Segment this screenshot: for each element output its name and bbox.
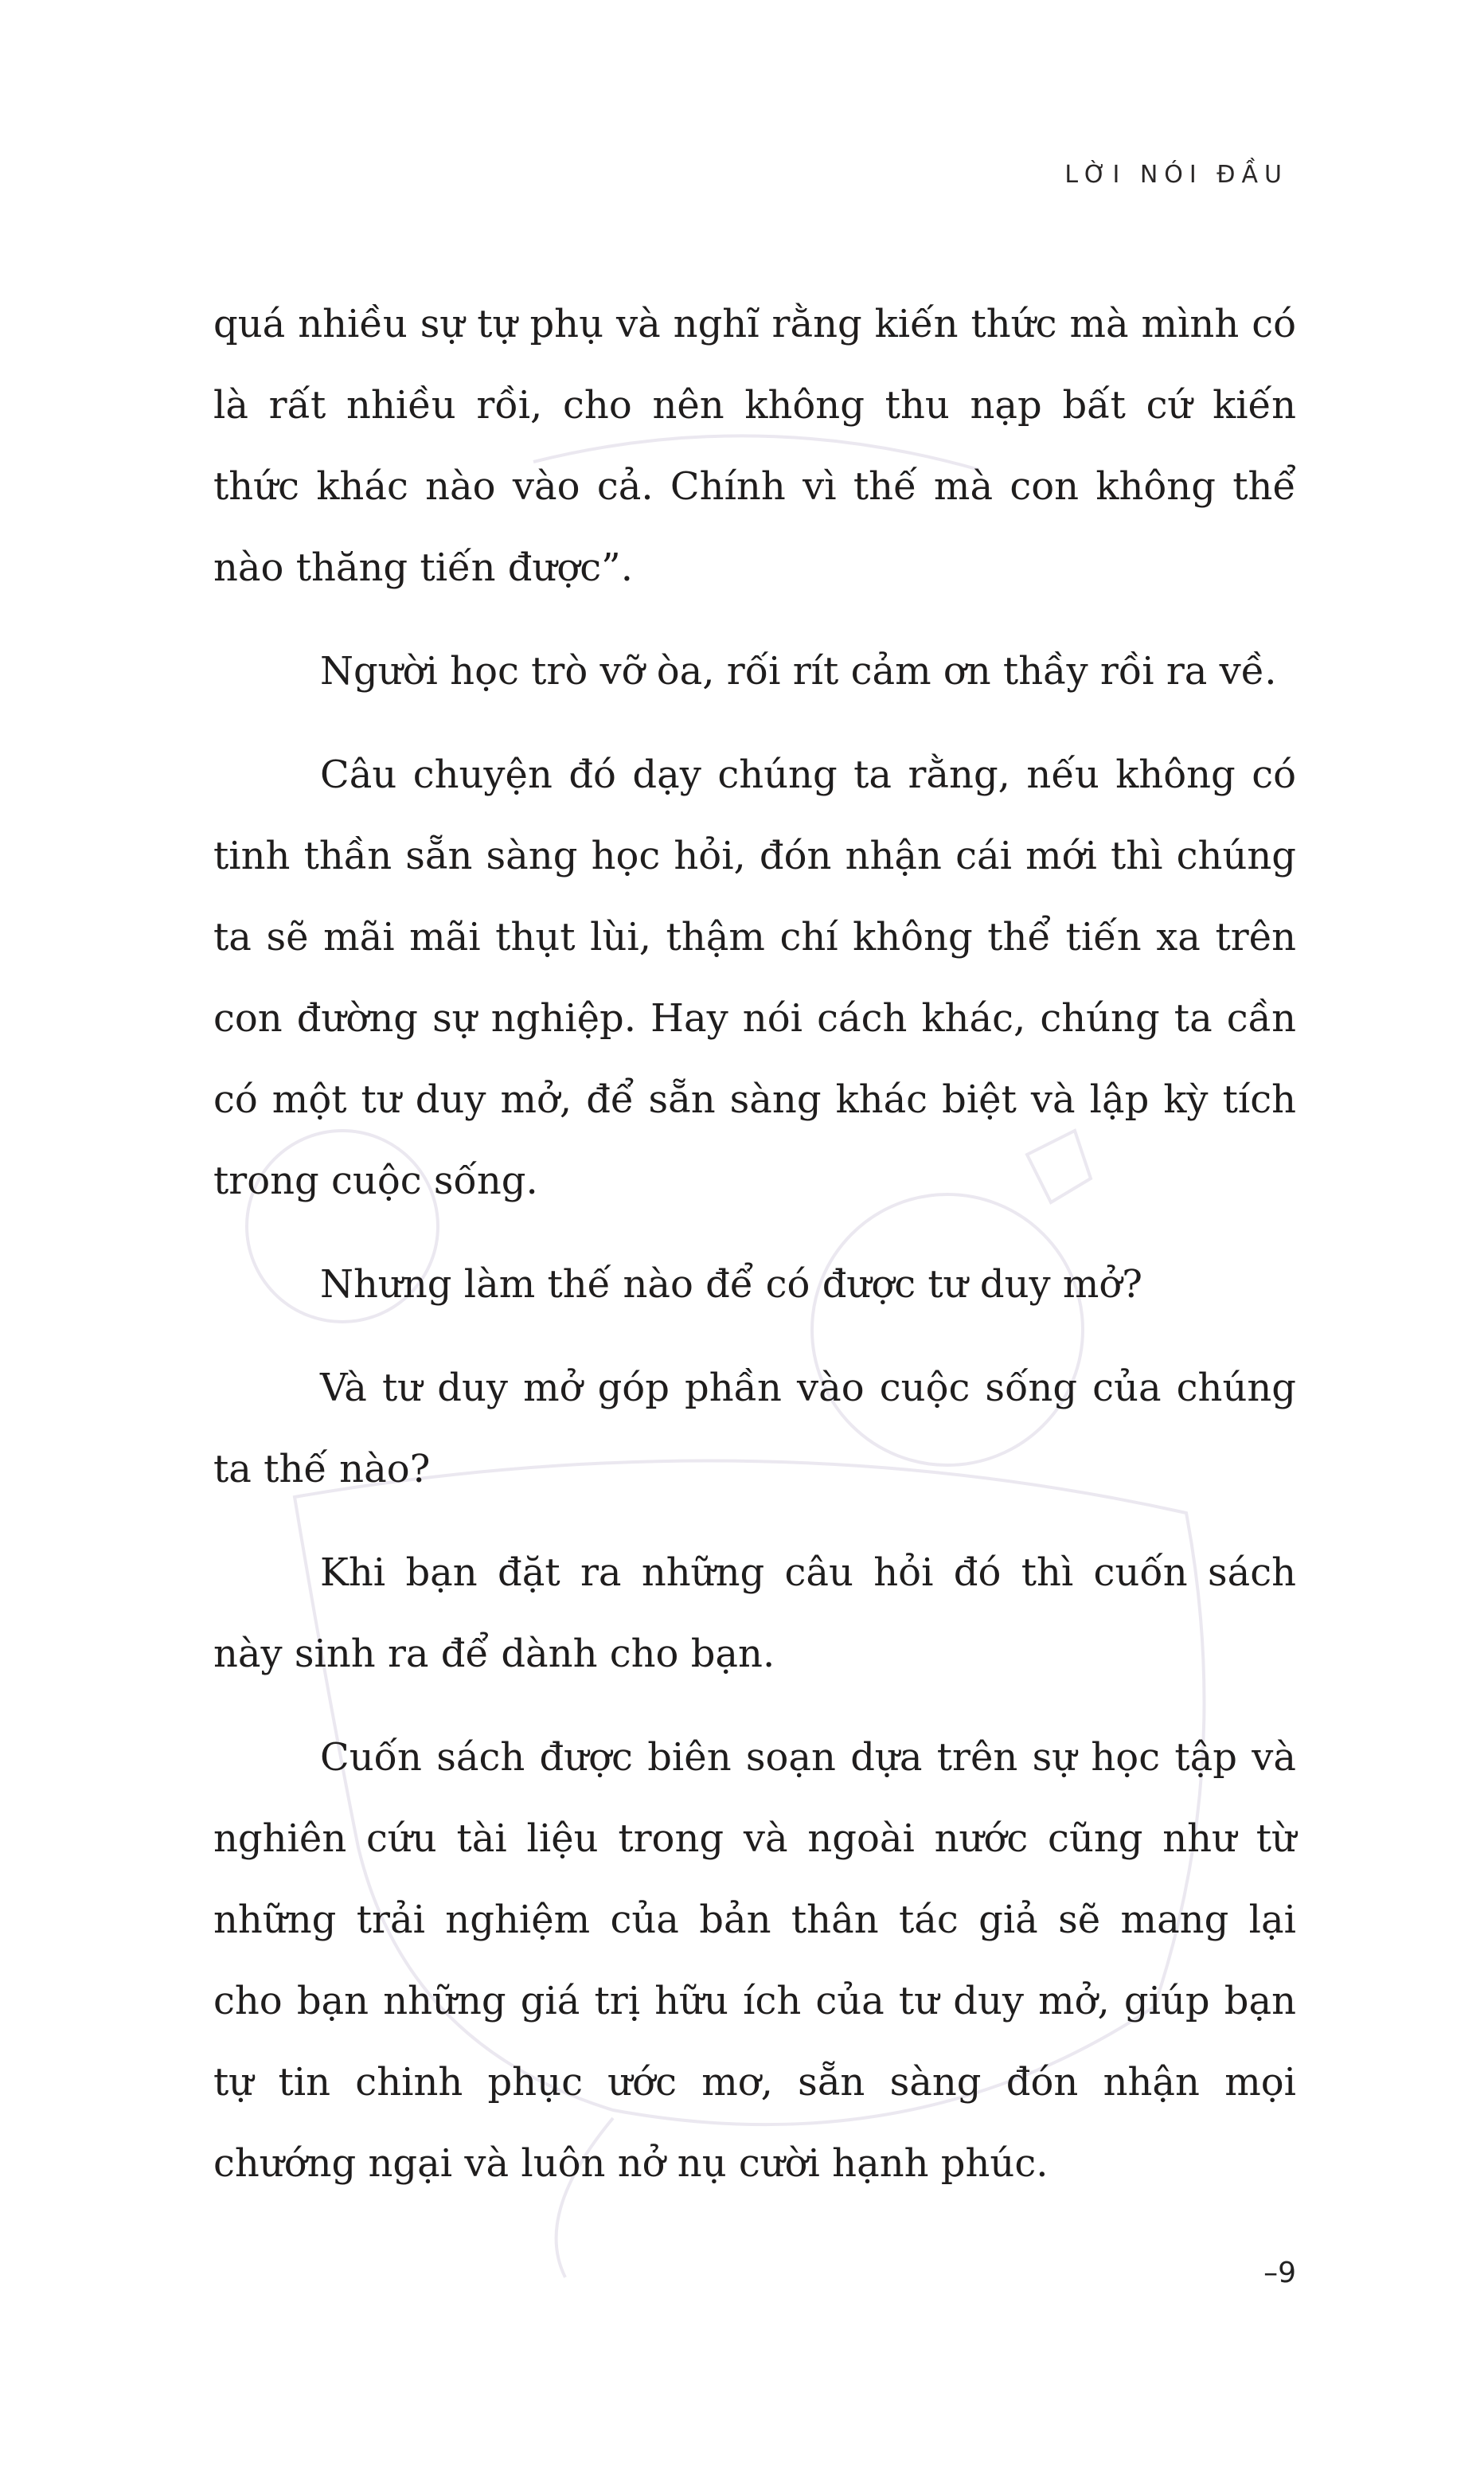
paragraph: Và tư duy mở góp phần vào cuộc sống của chúng ta thế nào? (213, 1366, 1296, 1491)
paragraph: Nhưng làm thế nào để có được tư duy mở? (320, 1262, 1143, 1307)
paragraph: Khi bạn đặt ra những câu hỏi đó thì cuốn sách này sinh ra để dành cho bạn. (213, 1550, 1296, 1676)
paragraph: Câu chuyện đó dạy chúng ta rằng, nếu không có tinh thần sẵn sàng học hỏi, đón nhận cái mới thì chúng ta sẽ mãi mãi thụt lùi, thậm chí không thể tiến xa trên con đường sự nghiệp. Hay nói cách khác, chúng ta cần có một tư duy mở, để sẵn sàng khác biệt và lập kỳ tích trong cuộc sống. (213, 752, 1296, 1203)
paragraph: Cuốn sách được biên soạn dựa trên sự học tập và nghiên cứu tài liệu trong và ngoài nước cũng như từ những trải nghiệm của bản thân tác giả sẽ mang lại cho bạn những giá trị hữu ích của tư duy mở, giúp bạn tự tin chinh phục ước mơ, sẵn sàng đón nhận mọi chướng ngại và luôn nở nụ cười hạnh phúc. (213, 1735, 1296, 2186)
page-number: –9 (1263, 2257, 1296, 2289)
body-text (213, 283, 1296, 2226)
paragraph: quá nhiều sự tự phụ và nghĩ rằng kiến thức mà mình có là rất nhiều rồi, cho nên không thu nạp bất cứ kiến thức khác nào vào cả. Chính vì thế mà con không thể nào thăng tiến được”. (213, 302, 1296, 590)
paragraph: Người học trò vỡ òa, rối rít cảm ơn thầy rồi ra về. (320, 649, 1277, 694)
running-header: LỜI NÓI ĐẦU (1064, 161, 1288, 189)
